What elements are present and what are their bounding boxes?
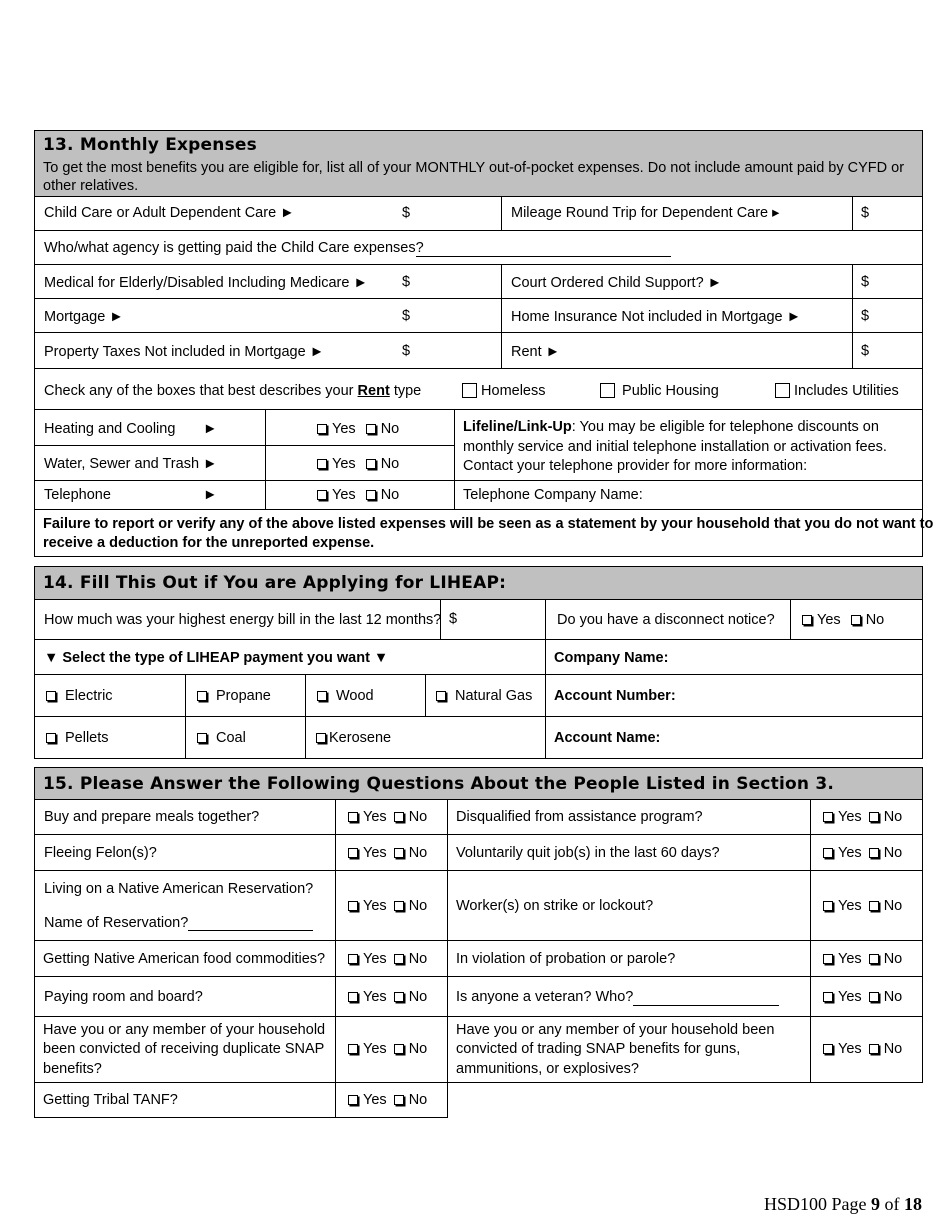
section-13-intro-cont: other relatives. [43,178,139,194]
q-room-board-yes-checkbox[interactable] [348,992,358,1002]
heating-cell [34,409,266,446]
q-strike-answer [810,870,923,941]
q-meals-together [34,799,336,835]
fuel-wood-checkbox[interactable] [317,691,327,701]
company-name-cell[interactable] [545,639,923,675]
fuel-natural-gas-label: Natural Gas [455,688,533,704]
disconnect-no-checkbox[interactable] [851,615,861,625]
section-15-title: 15. Please Answer the Following Questions About the People Listed in Section 3. [43,774,835,794]
q-tribal-tanf-yes-checkbox[interactable] [348,1095,358,1105]
company-name-label: Company Name: [554,650,669,666]
q-fleeing-felon-no-label: No [408,845,428,861]
q-fleeing-felon-answer [335,834,448,871]
q-quit-job-no-checkbox[interactable] [869,848,879,858]
fuel-kerosene-checkbox[interactable] [316,733,326,743]
q-veteran-yes-label: Yes [838,989,862,1005]
q-probation [447,940,811,977]
q-room-board [34,976,336,1017]
mileage-dollar: $ [861,205,870,221]
water-cell [34,445,266,481]
highest-bill-cell [34,599,441,640]
rent-dollar: $ [861,343,870,359]
q-duplicate-snap-yes-label: Yes [363,1041,387,1057]
highest-bill-dollar: $ [449,611,458,627]
lifeline-line-1 [463,419,879,435]
public-housing-checkbox[interactable] [600,383,615,398]
q-veteran-yes-checkbox[interactable] [823,992,833,1002]
fuel-electric-checkbox[interactable] [46,691,56,701]
q-quit-job-yes-checkbox[interactable] [823,848,833,858]
child-care-cell [34,196,502,231]
fuel-kerosene-cell[interactable] [305,716,546,759]
section-13-intro: To get the most benefits you are eligible for, list all of your MONTHLY out-of-pocket expenses. Do not include amount paid by CYFD or [43,160,905,176]
q-fleeing-felon-choice[interactable] [348,845,427,861]
q-reservation-label: Living on a Native American Reservation? [44,881,314,897]
fuel-propane-checkbox[interactable] [197,691,207,701]
section-14-header [34,566,923,600]
water-yes-no [265,445,455,481]
child-care-agency-cell [34,230,923,265]
q-veteran-input[interactable] [633,1005,779,1006]
q-meals-together-answer [335,799,448,835]
q-tribal-tanf-answer [335,1082,448,1118]
q-tribal-tanf-choice[interactable] [348,1092,427,1108]
q-disqualified-yes-checkbox[interactable] [823,812,833,822]
fuel-pellets-checkbox[interactable] [46,733,56,743]
telephone-company-cell[interactable] [454,480,923,510]
q-food-commodities-choice[interactable] [348,951,427,967]
water-yes-label: Yes [332,456,356,472]
fuel-natural-gas-cell[interactable] [425,674,546,717]
q-duplicate-snap-choice[interactable] [348,1041,427,1057]
fuel-propane-cell[interactable] [185,674,306,717]
q-food-commodities-no-checkbox[interactable] [394,954,404,964]
court-support-amount[interactable] [852,264,923,299]
payment-type-cell [34,639,546,675]
q-disqualified-no-label: No [883,809,903,825]
q-disqualified-yes-label: Yes [838,809,862,825]
fuel-propane-option[interactable] [197,688,271,704]
mileage-label: Mileage Round Trip for Dependent Care ▸ [511,205,780,221]
q-meals-together-yes-label: Yes [363,809,387,825]
q-trading-snap-yes-label: Yes [838,1041,862,1057]
q-duplicate-snap-no-checkbox[interactable] [394,1044,404,1054]
telephone-cell [34,480,266,510]
q-strike-choice[interactable] [823,898,902,914]
section-13-header [34,130,923,197]
mileage-cell [501,196,853,231]
q-quit-job [447,834,811,871]
fuel-propane-label: Propane [216,688,271,704]
includes-utilities-label: Includes Utilities [794,383,899,399]
q-disqualified [447,799,811,835]
rent-cell [501,332,853,369]
telephone-label: Telephone [44,487,111,503]
q-reservation-choice[interactable] [348,898,427,914]
mileage-amount[interactable] [852,196,923,231]
q-room-board-yes-label: Yes [363,989,387,1005]
q-fleeing-felon-yes-label: Yes [363,845,387,861]
q-reservation-name-label: Name of Reservation? [44,915,189,931]
q-quit-job-answer [810,834,923,871]
fuel-natural-gas-checkbox[interactable] [436,691,446,701]
q-room-board-choice[interactable] [348,989,427,1005]
q-quit-job-choice[interactable] [823,845,902,861]
q-quit-job-yes-label: Yes [838,845,862,861]
q-fleeing-felon-yes-checkbox[interactable] [348,848,358,858]
failure-notice [34,509,934,557]
q-veteran-no-label: No [883,989,903,1005]
q-trading-snap-no-label: No [883,1041,903,1057]
telephone-no-label: No [380,487,400,503]
q-strike-yes-checkbox[interactable] [823,901,833,911]
q-probation-no-checkbox[interactable] [869,954,879,964]
fuel-pellets-option[interactable] [46,730,109,746]
q-probation-label: In violation of probation or parole? [456,951,676,967]
q-reservation [34,870,336,941]
q-veteran-answer [810,976,923,1017]
medical-amount[interactable]: $ [402,274,411,290]
heating-label: Heating and Cooling [44,421,176,437]
mortgage-cell [34,298,502,333]
q-tribal-tanf-label: Getting Tribal TANF? [43,1092,178,1108]
disconnect-no-label: No [865,612,885,628]
q-trading-snap-yes-checkbox[interactable] [823,1044,833,1054]
fuel-wood-label: Wood [336,688,374,704]
q-meals-together-label: Buy and prepare meals together? [44,809,260,825]
rent-type-word: Rent [357,383,390,399]
disconnect-yes-label: Yes [817,612,841,628]
q-fleeing-felon-label: Fleeing Felon(s)? [44,845,157,861]
highest-bill-label: How much was your highest energy bill in the last 12 months? [44,612,442,628]
telephone-no-checkbox[interactable] [366,490,376,500]
section-14-title: 14. Fill This Out if You are Applying for LIHEAP: [43,573,507,593]
page-footer [764,1194,922,1215]
court-support-dollar: $ [861,274,870,290]
q-disqualified-label: Disqualified from assistance program? [456,809,703,825]
q-meals-together-yes-checkbox[interactable] [348,812,358,822]
home-insurance-label: Home Insurance Not included in Mortgage ► [511,309,801,325]
telephone-yes-checkbox[interactable] [317,490,327,500]
q-tribal-tanf [34,1082,336,1118]
homeless-label: Homeless [481,383,546,399]
q-quit-job-no-label: No [883,845,903,861]
q-probation-no-label: No [883,951,903,967]
q-trading-snap-choice[interactable] [823,1041,902,1057]
q-food-commodities-label: Getting Native American food commodities? [43,951,326,967]
q-room-board-no-checkbox[interactable] [394,992,404,1002]
heating-yes-checkbox[interactable] [317,424,327,434]
heating-choice[interactable] [317,421,399,437]
telephone-arrow-icon: ► [203,487,218,503]
q-trading-snap-line-1: Have you or any member of your household been [456,1022,775,1038]
telephone-company-label: Telephone Company Name: [463,487,643,503]
child-care-label: Child Care or Adult Dependent Care ► [44,205,295,221]
heating-yes-label: Yes [332,421,356,437]
lifeline-cell [454,409,923,481]
q-duplicate-snap-line-2: been convicted of receiving duplicate SNAP [43,1041,325,1057]
footer-form: HSD100 Page [764,1194,871,1214]
account-number-cell[interactable] [545,674,923,717]
q-meals-together-no-checkbox[interactable] [394,812,404,822]
q-strike-no-label: No [883,898,903,914]
q-food-commodities-yes-checkbox[interactable] [348,954,358,964]
q-duplicate-snap [34,1016,336,1083]
failure-notice-line-2: receive a deduction for the unreported expense. [43,535,375,551]
rent-amount[interactable] [852,332,923,369]
q-food-commodities-yes-label: Yes [363,951,387,967]
footer-page-total: 18 [904,1194,922,1214]
q-tribal-tanf-yes-label: Yes [363,1092,387,1108]
q-trading-snap-no-checkbox[interactable] [869,1044,879,1054]
rent-type-question [44,383,421,399]
water-no-checkbox[interactable] [366,459,376,469]
water-label: Water, Sewer and Trash ► [44,456,218,472]
q-veteran [447,976,811,1017]
fuel-kerosene-label: Kerosene [329,730,392,746]
heating-yes-no [265,409,455,446]
lifeline-text-1: : You may be eligible for telephone discounts on [571,419,879,435]
heating-no-checkbox[interactable] [366,424,376,434]
footer-page-number: 9 [871,1194,880,1214]
fuel-natural-gas-option[interactable] [436,688,532,704]
q-fleeing-felon [34,834,336,871]
home-insurance-cell [501,298,853,333]
fuel-wood-cell[interactable] [305,674,426,717]
disconnect-choice[interactable] [802,612,884,628]
heating-arrow-icon: ► [203,421,218,437]
child-care-agency-input[interactable] [416,256,671,257]
q-trading-snap-line-3: ammunitions, or explosives? [456,1061,639,1077]
q-probation-yes-checkbox[interactable] [823,954,833,964]
telephone-choice[interactable] [317,487,399,503]
section-13-title: 13. Monthly Expenses [43,135,257,155]
q-duplicate-snap-line-3: benefits? [43,1061,102,1077]
property-taxes-amount[interactable]: $ [402,343,411,359]
medical-cell [34,264,502,299]
q-quit-job-label: Voluntarily quit job(s) in the last 60 days? [456,845,720,861]
child-care-amount[interactable]: $ [402,205,411,221]
rent-type-cell [34,368,923,410]
account-name-cell[interactable] [545,716,923,759]
includes-utilities-checkbox[interactable] [775,383,790,398]
section-15-header [34,767,923,800]
disconnect-yes-no [790,599,923,640]
telephone-yes-no [265,480,455,510]
q-reservation-yes-checkbox[interactable] [348,901,358,911]
child-care-agency-label: Who/what agency is getting paid the Child Care expenses? [44,240,424,256]
fuel-electric-label: Electric [65,688,113,704]
q-disqualified-no-checkbox[interactable] [869,812,879,822]
homeless-checkbox[interactable] [462,383,477,398]
account-name-label: Account Name: [554,730,661,746]
q-veteran-label: Is anyone a veteran? Who? [456,989,634,1005]
q-strike-no-checkbox[interactable] [869,901,879,911]
homeless-option[interactable] [462,383,546,399]
q-reservation-answer [335,870,448,941]
fuel-pellets-cell[interactable] [34,716,186,759]
q-tribal-tanf-no-label: No [408,1092,428,1108]
rent-type-prefix: Check any of the boxes that best describes your [44,383,354,399]
fuel-coal-option[interactable] [197,730,246,746]
court-support-label: Court Ordered Child Support? ► [511,275,723,291]
account-number-label: Account Number: [554,688,676,704]
property-taxes-label: Property Taxes Not included in Mortgage ► [44,344,325,360]
q-reservation-name-input[interactable] [188,930,313,931]
q-probation-answer [810,940,923,977]
q-duplicate-snap-line-1: Have you or any member of your household [43,1022,326,1038]
failure-notice-line-1: Failure to report or verify any of the above listed expenses will be seen as a statement by your household that you do not want to [43,516,934,532]
lifeline-line-2: monthly service and initial telephone installation or activation fees. [463,439,887,455]
q-disqualified-answer [810,799,923,835]
public-housing-option[interactable] [600,383,719,399]
fuel-pellets-label: Pellets [65,730,109,746]
q-reservation-no-checkbox[interactable] [394,901,404,911]
q-reservation-no-label: No [408,898,428,914]
q-trading-snap-line-2: convicted of trading SNAP benefits for guns, [456,1041,741,1057]
q-reservation-yes-label: Yes [363,898,387,914]
medical-label: Medical for Elderly/Disabled Including Medicare ► [44,275,368,291]
q-food-commodities-answer [335,940,448,977]
lifeline-title: Lifeline/Link-Up [463,419,572,435]
highest-bill-amount[interactable] [440,599,546,640]
rent-label: Rent ► [511,344,561,360]
q-tribal-tanf-no-checkbox[interactable] [394,1095,404,1105]
q-trading-snap [447,1016,811,1083]
q-room-board-no-label: No [408,989,428,1005]
fuel-coal-label: Coal [216,730,246,746]
mortgage-amount[interactable]: $ [402,308,411,324]
rent-type-suffix: type [393,383,422,399]
disconnect-cell [545,599,791,640]
q-room-board-answer [335,976,448,1017]
q-strike-label: Worker(s) on strike or lockout? [456,898,654,914]
q-room-board-label: Paying room and board? [44,989,203,1005]
water-yes-checkbox[interactable] [317,459,327,469]
home-insurance-amount[interactable] [852,298,923,333]
q-veteran-choice[interactable] [823,989,902,1005]
fuel-coal-checkbox[interactable] [197,733,207,743]
payment-type-label: ▼ Select the type of LIHEAP payment you want ▼ [44,650,389,666]
fuel-wood-option[interactable] [317,688,374,704]
includes-utilities-option[interactable] [775,383,899,399]
mortgage-label: Mortgage ► [44,309,124,325]
q-fleeing-felon-no-checkbox[interactable] [394,848,404,858]
property-taxes-cell [34,332,502,369]
q-meals-together-choice[interactable] [348,809,427,825]
telephone-yes-label: Yes [332,487,356,503]
q-disqualified-choice[interactable] [823,809,902,825]
heating-no-label: No [380,421,400,437]
q-food-commodities [34,940,336,977]
disconnect-label: Do you have a disconnect notice? [557,612,775,628]
water-choice[interactable] [317,456,399,472]
q-probation-yes-label: Yes [838,951,862,967]
fuel-electric-cell[interactable] [34,674,186,717]
fuel-coal-cell[interactable] [185,716,306,759]
fuel-electric-option[interactable] [46,688,113,704]
public-housing-label: Public Housing [622,383,719,399]
q-meals-together-no-label: No [408,809,428,825]
q-probation-choice[interactable] [823,951,902,967]
home-insurance-dollar: $ [861,308,870,324]
lifeline-line-3: Contact your telephone provider for more information: [463,458,808,474]
q-duplicate-snap-yes-checkbox[interactable] [348,1044,358,1054]
q-food-commodities-no-label: No [408,951,428,967]
q-veteran-no-checkbox[interactable] [869,992,879,1002]
disconnect-yes-checkbox[interactable] [802,615,812,625]
court-support-cell [501,264,853,299]
q-strike-yes-label: Yes [838,898,862,914]
q-strike [447,870,811,941]
fuel-kerosene-option[interactable] [316,730,391,746]
q-trading-snap-answer [810,1016,923,1083]
footer-of: of [880,1194,904,1214]
q-duplicate-snap-answer [335,1016,448,1083]
water-no-label: No [380,456,400,472]
q-duplicate-snap-no-label: No [408,1041,428,1057]
